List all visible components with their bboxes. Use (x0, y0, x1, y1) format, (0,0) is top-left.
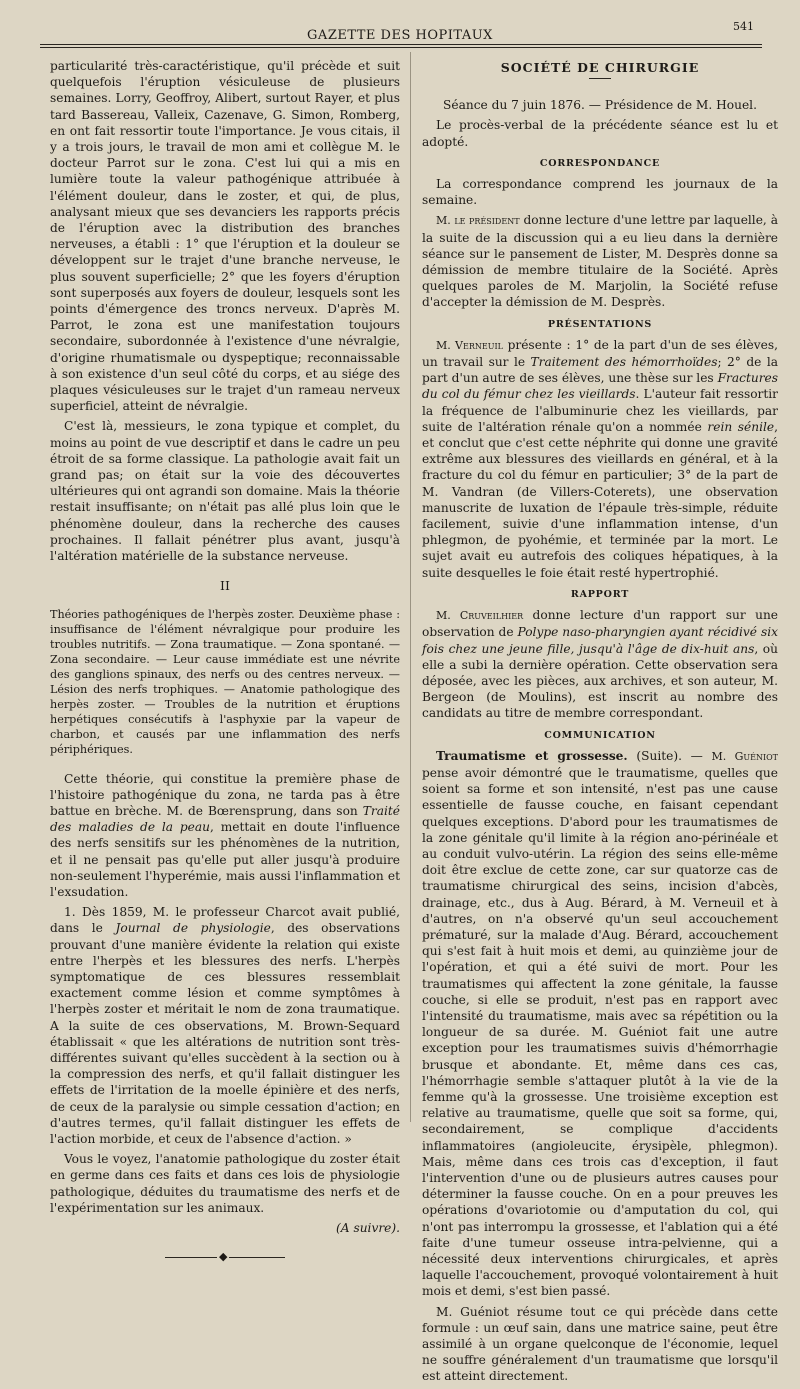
subheading-presentations: PRÉSENTATIONS (547, 318, 653, 330)
subheading-rapport: RAPPORT (570, 588, 630, 600)
paragraph: 1. Dès 1859, M. le professeur Charcot avait publié, dans le Journal de physiologie, des observations prouvant d'une manière évidente la relation qui existe entre l'herpès et les blessures des nerfs. L'herpès symptomatique de ces blessures ressemblait exactement comme lésion et comme symptômes à l'herpès zoster et méritait le nom de zona traumatique. A la suite de ces observations, M. Brown-Sequard établissait « que les altérations de nutrition sont très-différentes suivant qu'elles succèdent à la section ou à la compression des nerfs, et qu'il fallait distinguer les effets de l'irritation de la moelle épinière et des nerfs, de ceux de la paralysie ou simple cessation d'action; en d'autres termes, qu'il fallait distinguer les effets de l'action morbide, et ceux de l'absence d'action. » (50, 905, 400, 1146)
subheading-communication: COMMUNICATION (544, 729, 656, 741)
title-rule (589, 78, 611, 79)
continued-note: (A suivre). (336, 1220, 400, 1235)
paragraph: M. Guéniot résume tout ce qui précède dans cette formule : un œuf sain, dans une matrice saine, peut être assimilé à un organe quelconque de l'économie, lequel ne souffre généralement d'un traumatisme que lorsqu'il est atteint directement. (422, 1304, 778, 1384)
paragraph: Le procès-verbal de la précédente séance est lu et adopté. (422, 118, 778, 149)
society-title: SOCIÉTÉ DE CHIRURGIE (500, 60, 700, 75)
speaker-name: M. Cruveilhier (436, 609, 524, 623)
paragraph: M. le président donne lecture d'une lettre par laquelle, à la suite de la discussion qui a eu lieu dans la dernière séance sur le pansement de Lister, M. Desprès donne sa démission de membre titulaire de la Société. Après quelques paroles de M. Marjolin, la Société refuse d'accepter la démission de M. Desprès. (422, 213, 778, 310)
speaker-name: M. Guéniot (711, 749, 779, 763)
paragraph: particularité très-caractéristique, qu'il précède et suit quelquefois l'éruption vésiculeuse de plusieurs semaines. Lorry, Geoffroy, Alibert, surtout Rayer, et plus tard Bassereau, Valleix, Cazenave, G. Simon, Romberg, en ont fait ressortir toute l'importance. Je vous citais, il y a trois jours, le travail de mon ami et collègue M. le docteur Parrot sur le zona. C'est lui qui a mis en lumière toute la valeur pathogénique attribuée à l'élément douleur, dans le zoster, et qui, de plus, analysant mieux que ses devanciers les rapports précis de l'éruption avec la distribution des branches nerveuses, a établi : 1° que l'éruption et la douleur se développent sur le trajet d'une branche nerveuse, le plus souvent superficielle; 2° que les foyers d'éruption sont superposés aux foyers de douleur, lesquels sont les points d'émergence des troncs nerveux. D'après M. Parrot, le zona est une manifestation toujours secondaire, subordonnée à l'existence d'une névralgie, d'origine rhumatismale ou dyspeptique; reconnaissable à son existence d'un seul côté du corps, et au siége des plaques vésiculeuses sur le trajet d'un rameau nerveux superficiel, atteint de névralgie. (50, 59, 400, 414)
paragraph: M. Verneuil présente : 1° de la part d'un de ses élèves, un travail sur le Traitement des hémorrhoïdes; 2° de la part d'un autre de ses élèves, une thèse sur les Fractures du col du fémur chez les vieillards. L'auteur fait ressortir la fréquence de l'albuminurie chez les vieillards, par suite de l'altération rénale qu'on a nommée rein sénile, et conclut que c'est cette néphrite qui donne une gravité extrême aux blessures des vieillards en général, et à la fracture du col du fémur en particulier; 3° de la part de M. Vandran (de Villers-Coterets), une observation manuscrite de luxation de l'épaule très-simple, réduite facilement, suivie d'une inflammation intense, d'un phlegmon, de pyohémie, et terminée par la mort. Le sujet avait eu autrefois des coliques hépatiques, à la suite desquelles le foie était resté hypertrophié. (422, 337, 779, 580)
book-title: Traité des maladies de la peau (50, 803, 400, 835)
right-column (422, 58, 778, 1389)
ornament-rule (165, 1252, 285, 1262)
running-header: GAZETTE DES HOPITAUX (307, 28, 493, 43)
section-summary: Théories pathogéniques de l'herpès zoster. Deuxième phase : insuffisance de l'élément névralgique pour produire les troubles nutritifs. — Zona traumatique. — Zona spontané. — Zona secondaire. — Leur cause immédiate est une névrite des ganglions spinaux, des nerfs ou des centres nerveux. — Lésion des nerfs trophiques. — Anatomie pathologique des herpès zoster. — Troubles de la nutrition et éruptions herpétiques consécutifs à l'asphyxie par la vapeur de charbon, et causés par une inflammation des nerfs périphériques. (50, 607, 400, 756)
paragraph: Cette théorie, qui constitue la première phase de l'histoire pathogénique du zona, ne tarda pas à être battue en brèche. M. de Bœrensprung, dans son Traité des maladies de la peau, mettait en doute l'influence des nerfs sensitifs sur les phénomènes de la nutrition, et il ne pensait pas qu'elle put aller jusqu'à produire non-seulement l'hyperémie, mais aussi l'inflammation et l'exsudation. (50, 771, 400, 899)
speaker-name: M. Verneuil (436, 338, 503, 352)
column-divider (410, 52, 411, 1122)
journal-title: Journal de physiologie (115, 921, 271, 936)
section-number: II (220, 578, 230, 594)
paragraph: M. Cruveilhier donne lecture d'un rapport sur une observation de Polype naso-pharyngien ayant récidivé six fois chez une jeune fille, jusqu'à l'âge de dix-huit ans, où elle a subi la dernière opération. Cette observation sera déposée, avec les pièces, aux archives, et son auteur, M. Bergeon (de Moulins), est inscrit au nombre des candidats au titre de membre correspondant. (422, 608, 779, 721)
session-line: Séance du 7 juin 1876. — Présidence de M. Houel. (443, 98, 757, 113)
paragraph: C'est là, messieurs, le zona typique et complet, du moins au point de vue descriptif et dans le cadre un peu étroit de sa forme classique. La pathologie avait fait un grand pas; on était sur la voie des découvertes ultérieures qui ont agrandi son domaine. Mais la théorie restait insuffisante; on n'était pas allé plus loin que le phénomène douleur, dans la recherche des causes prochaines. Il fallait pénétrer plus avant, jusqu'à l'altération matérielle de la substance nerveuse. (50, 419, 400, 564)
page-number: 541 (733, 20, 754, 33)
left-column (50, 58, 400, 1262)
paragraph: Vous le voyez, l'anatomie pathologique du zoster était en germe dans ces faits et dans ces lois de physiologie pathologique, déduites du traumatisme des nerfs et de l'expérimentation sur les animaux. (50, 1152, 400, 1215)
header-rule (40, 44, 762, 48)
subheading-correspondance: CORRESPONDANCE (539, 157, 661, 169)
paragraph: Traumatisme et grossesse. (Suite). — M. Guéniot pense avoir démontré que le traumatisme, quelles que soient sa forme et son intensité, n'est pas une cause essentielle de fausse couche, en faisant cependant quelques exceptions. D'abord pour les traumatismes de la zone génitale qu'il limite à la région ano-périnéale et au conduit vulvo-utérin. La région des seins elle-même doit être exclue de cette zone, car sur quatorze cas de traumatisme chirurgical des seins, incision d'abcès, drainage, etc., dus à Aug. Bérard, à M. Verneuil et à d'autres, on n'a observé qu'un seul accouchement prématuré, sur la malade d'Aug. Bérard, accouchement qui s'est fait à huit mois et demi, au quinzième jour de l'opération, et qui a été suivi de mort. Pour les traumatismes qui affectent la zone génitale, la fausse couche, si elle se produit, n'est pas en rapport avec l'intensité du traumatisme, mais avec sa répétition ou la longueur de sa durée. M. Guéniot fait une autre exception pour les traumatismes suivis d'hémorrhagie brusque et abondante. Et, même dans ces cas, l'hémorrhagie semble s'attaquer plutôt à la vie de la femme qu'à la grossesse. Une troisième exception est relative au traumatisme, quelle que soit sa forme, qui, secondairement, se complique d'accidents inflammatoires (angioleucite, érysipèle, phlegmon). Mais, même dans ces trois cas d'exception, il faut l'intervention d'une ou de plusieurs autres causes pour déterminer la fausse couche. On en a pour preuves les opérations d'ovariotomie ou d'amputation du col, qui n'ont pas interrompu la grossesse, et l'ablation qui a été faite d'une tumeur osseuse intra-pelvienne, qui a nécessité deux interventions chirurgicales, et après laquelle l'accouchement, provoqué volontairement à huit mois et demi, s'est bien passé. (422, 748, 779, 1299)
article-title: Traumatisme et grossesse. (436, 748, 628, 763)
paragraph: La correspondance comprend les journaux de la semaine. (422, 177, 778, 208)
speaker-name: M. le président (436, 214, 520, 228)
